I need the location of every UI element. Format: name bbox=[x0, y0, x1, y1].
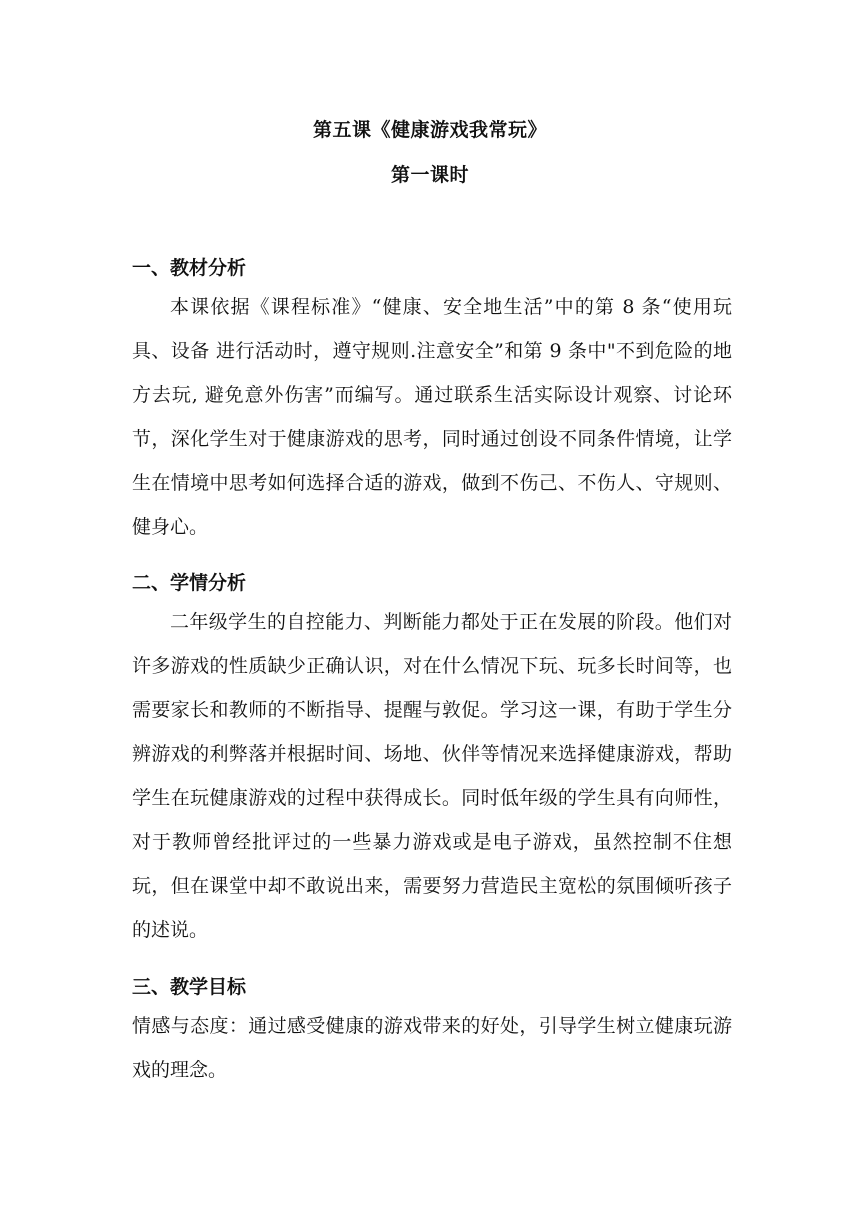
section-paragraph-textbook-analysis: 本课依据《课程标准》“健康、安全地生活”中的第 8 条“使用玩具、设备 进行活动时，遵守规则.注意安全”和第 9 条中"不到危险的地方去玩, 避免意外伤害”而编写。通过联系生活实际设计观察、讨论环节，深化学生对于健康游戏的思考，同时通过创设不同条件情境，让学生在情境中思考如何选择合适的游戏，做到不伤己、不伤人、守规则、健身心。 bbox=[132, 296, 732, 538]
section-paragraph-learner-analysis: 二年级学生的自控能力、判断能力都处于正在发展的阶段。他们对许多游戏的性质缺少正确认识，对在什么情况下玩、玩多长时间等，也需要家长和教师的不断指导、提醒与敦促。学习这一课，有助于学生分辨游戏的利弊落并根据时间、场地、伙伴等情况来选择健康游戏，帮助学生在玩健康游戏的过程中获得成长。同时低年级的学生具有向师性，对于教师曾经批评过的一些暴力游戏或是电子游戏，虽然控制不住想玩，但在课堂中却不敢说出来，需要努力营造民主宽松的氛围倾听孩子的述说。 bbox=[132, 611, 732, 941]
document-title: 第五课《健康游戏我常玩》 bbox=[312, 119, 547, 141]
section-heading-learner-analysis: 二、学情分析 bbox=[132, 572, 247, 594]
section-heading-teaching-goals: 三、教学目标 bbox=[132, 976, 247, 998]
section-paragraph-teaching-goals: 情感与态度：通过感受健康的游戏带来的好处，引导学生树立健康玩游戏的理念。 bbox=[132, 1015, 732, 1081]
document-subtitle: 第一课时 bbox=[390, 164, 469, 186]
section-heading-textbook-analysis: 一、教材分析 bbox=[132, 257, 247, 279]
